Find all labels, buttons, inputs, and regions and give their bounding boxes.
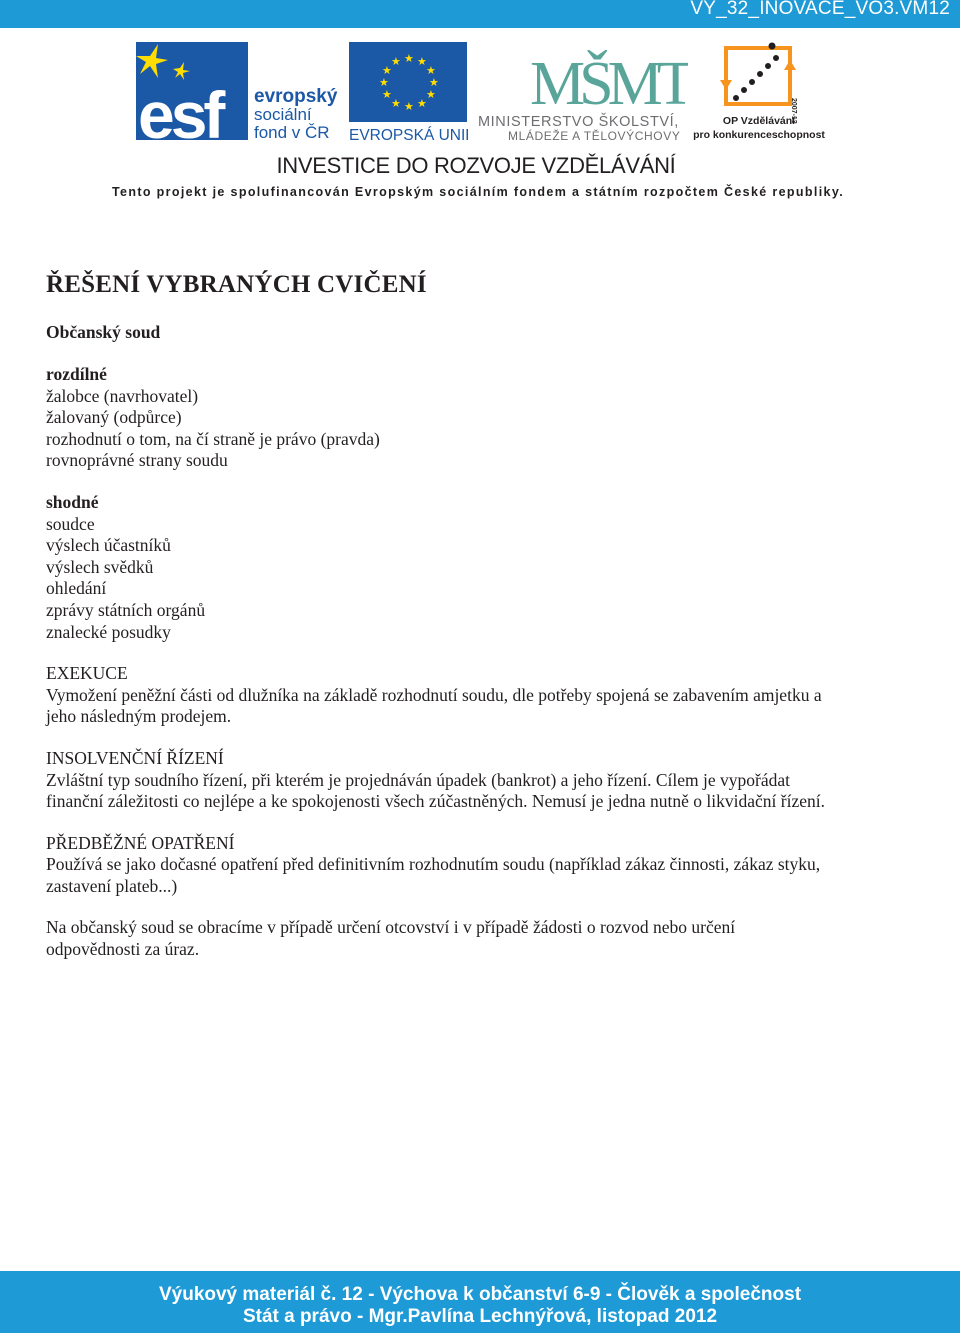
top-bar [0, 0, 960, 28]
svg-text:★: ★ [426, 65, 436, 77]
insolvency-heading: INSOLVENČNÍ ŘÍZENÍ [46, 747, 224, 768]
investment-headline: INVESTICE DO ROZVOJE VZDĚLÁVÁNÍ [276, 153, 676, 178]
paragraph-line: Vymožení peněžní části od dlužníka na základě rozhodnutí soudu, dle potřeby spojená se zabavením amjetku a [46, 684, 822, 705]
insolvency-section [46, 748, 926, 813]
eu-label: EVROPSKÁ UNIE [349, 127, 468, 142]
similarities-heading: shodné [46, 491, 99, 512]
svg-text:★: ★ [417, 56, 427, 68]
svg-text:★: ★ [404, 53, 414, 65]
document-code: VY_32_INOVACE_VO3.VM12 [690, 0, 950, 19]
main-content [46, 266, 926, 961]
similarities-section [46, 492, 926, 643]
msmt-mark: MŠMT [530, 50, 688, 118]
paragraph-line: Na občanský soud se obracíme v případě určení otcovství i v případě žádosti o rozvod nebo určení [46, 917, 736, 938]
differences-heading: rozdílné [46, 364, 107, 384]
paragraph-line: jeho následným prodejem. [46, 706, 232, 727]
execution-heading: EXEKUCE [46, 663, 128, 684]
op-logo [692, 40, 826, 144]
cofinancing-tagline: Tento projekt je spolufinancován Evropským sociálním fondem a státním rozpočtem České republiky. [111, 185, 845, 199]
paragraph-line: Zvláštní typ soudního řízení, při kterém je projednáván úpadek (bankrot) a jeho řízení. Cílem je vypořádat [46, 769, 791, 790]
op-years: 2007-13 [790, 98, 797, 124]
list-item: žalobce (navrhovatel) [46, 385, 199, 406]
svg-text:★: ★ [382, 65, 392, 77]
svg-text:★: ★ [391, 56, 401, 68]
svg-text:★: ★ [379, 77, 389, 89]
eu-logo [348, 42, 468, 142]
esf-line2: sociální [254, 105, 312, 124]
execution-section [46, 663, 926, 728]
svg-text:★: ★ [382, 89, 392, 101]
list-item: rovnoprávné strany soudu [46, 450, 228, 471]
svg-text:★: ★ [426, 89, 436, 101]
subtitle: Občanský soud [46, 322, 161, 342]
esf-logo [136, 42, 341, 140]
logo-strip [0, 38, 960, 148]
list-item: zprávy státních orgánů [46, 599, 206, 620]
list-item: ohledání [46, 578, 107, 599]
op-line1: OP Vzdělávání [722, 115, 796, 127]
paragraph-line: odpovědnosti za úraz. [46, 939, 200, 960]
list-item: soudce [46, 513, 95, 534]
msmt-line2: MLÁDEŽE A TĚLOVÝCHOVY [508, 129, 681, 143]
esf-line1: evropský [254, 86, 338, 107]
footer-line1: Výukový materiál č. 12 - Výchova k občanství 6-9 - Člověk a společnost [158, 1284, 802, 1305]
op-line2: pro konkurenceschopnost [693, 129, 825, 141]
page-title: ŘEŠENÍ VYBRANÝCH CVIČENÍ [46, 271, 427, 298]
closing-section [46, 917, 926, 960]
list-item: znalecké posudky [46, 621, 171, 642]
list-item: výslech účastníků [46, 535, 171, 556]
list-item: žalovaný (odpůrce) [46, 407, 182, 428]
svg-text:★: ★ [417, 98, 427, 110]
list-item: rozhodnutí o tom, na čí straně je právo (pravda) [46, 428, 380, 449]
svg-text:★: ★ [429, 77, 439, 89]
paragraph-line: Používá se jako dočasné opatření před definitivním rozhodnutím soudu (například zákaz činnosti, zákaz styku, [46, 854, 821, 875]
svg-text:★: ★ [391, 98, 401, 110]
msmt-line1: MINISTERSTVO ŠKOLSTVÍ, [478, 114, 679, 130]
footer-line2: Stát a právo - Mgr.Pavlína Lechnýřová, listopad 2012 [242, 1305, 718, 1327]
preliminary-section [46, 833, 926, 898]
paragraph-line: finanční záležitosti co nejlépe a ke spokojenosti všech zúčastněných. Nemusí je jedna nutně o likvidační řízení. [46, 791, 825, 812]
preliminary-heading: PŘEDBĚŽNÉ OPATŘENÍ [46, 832, 235, 853]
svg-text:★: ★ [404, 101, 414, 113]
esf-line3: fond v ČR [254, 123, 330, 140]
paragraph-line: zastavení plateb...) [46, 875, 178, 896]
op-emblem-icon [720, 43, 796, 105]
differences-section [46, 364, 926, 472]
footer-bar [0, 1271, 960, 1333]
list-item: výslech svědků [46, 556, 154, 577]
msmt-logo [478, 40, 688, 144]
svg-text:esf: esf [138, 78, 222, 140]
